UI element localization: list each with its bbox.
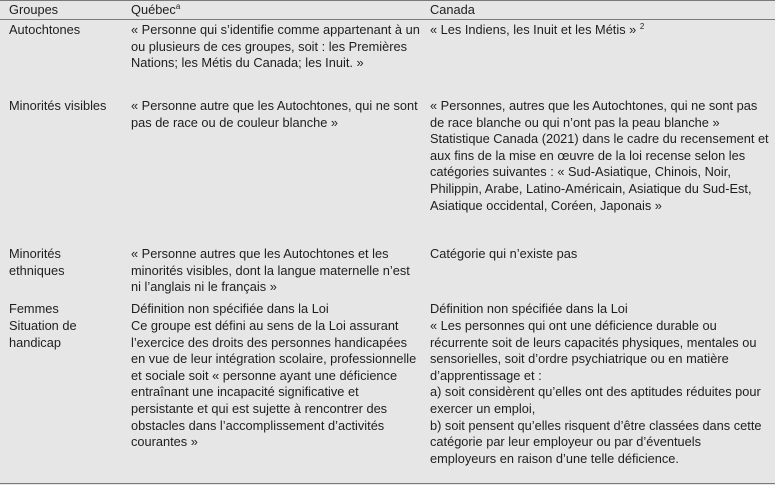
cell-canada [430,22,770,39]
cell-canada [430,318,770,467]
cell-group: Minorités ethniques [9,246,65,278]
table-header-row [0,0,775,20]
header-groupes: Groupes [9,2,59,17]
cell-quebec: « Personne qui s’identifie comme appartenant à un ou plusieurs de ces groupes, soit : les Premières Nations; les Métis du Canada; les Inuit. » [131,22,420,71]
cell-quebec: Définition non spécifiée dans la Loi [131,301,329,316]
cell-quebec: Ce groupe est défini au sens de la Loi assurant l’exercice des droits des personnes handicapées en vue de leur intégration scolaire, professionnelle et sociale soit « personne ayant une déficience entraînant une incapacité significative et persistante et qui est sujette à rencontrer des obstacles dans l’accomplissement d’activités courantes » [131,318,417,450]
header-quebec [131,2,423,19]
cell-canada-intro: « Les personnes qui ont une déficience durable ou récurrente soit de leurs capacités physiques, mentales ou sensorielles, soit d’ordre psychiatrique ou en matière d’apprentissage et : [430,318,757,383]
header-quebec-label: Québec [131,2,176,17]
header-canada: Canada [430,2,475,17]
cell-canada-item-b: b) soit pensent qu’elles risquent d’être classées dans cette catégorie par leur employeur ou par d’éventuels employeurs en raison d’une telle déficience. [430,417,762,466]
header-quebec-footnote: a [175,2,181,11]
cell-canada-item-a: a) soit considèrent qu’elles ont des aptitudes réduites pour exercer un emploi, [430,384,761,416]
cell-canada-footnote: 2 [639,22,645,31]
table-bottom-rule [0,483,775,484]
cell-canada: Définition non spécifiée dans la Loi [430,301,628,316]
cell-canada: « Personnes, autres que les Autochtones, qui ne sont pas de race blanche ou qui n’ont pas la peau blanche » Statistique Canada (2021) dans le cadre du recensement et aux fins de la mise en œuvre de la loi recense selon les catégories suivantes : « Sud-Asiatique, Chinois, Noir, Philippin, Arabe, Latino-Américain, Asiatique du Sud-Est, Asiatique occidental, Coréen, Japonais » [430,98,769,213]
cell-canada-text: « Les Indiens, les Inuit et les Métis » [430,22,637,37]
cell-group: Situation de handicap [9,318,77,350]
cell-canada: Catégorie qui n’existe pas [430,246,578,261]
cell-group: Autochtones [9,22,81,37]
cell-group: Minorités visibles [9,98,107,113]
cell-group: Femmes [9,301,59,316]
cell-quebec: « Personne autres que les Autochtones et les minorités visibles, dont la langue maternelle n’est ni l’anglais ni le français » [131,246,410,295]
cell-quebec: « Personne autre que les Autochtones, qui ne sont pas de race ou de couleur blanche » [131,98,418,130]
